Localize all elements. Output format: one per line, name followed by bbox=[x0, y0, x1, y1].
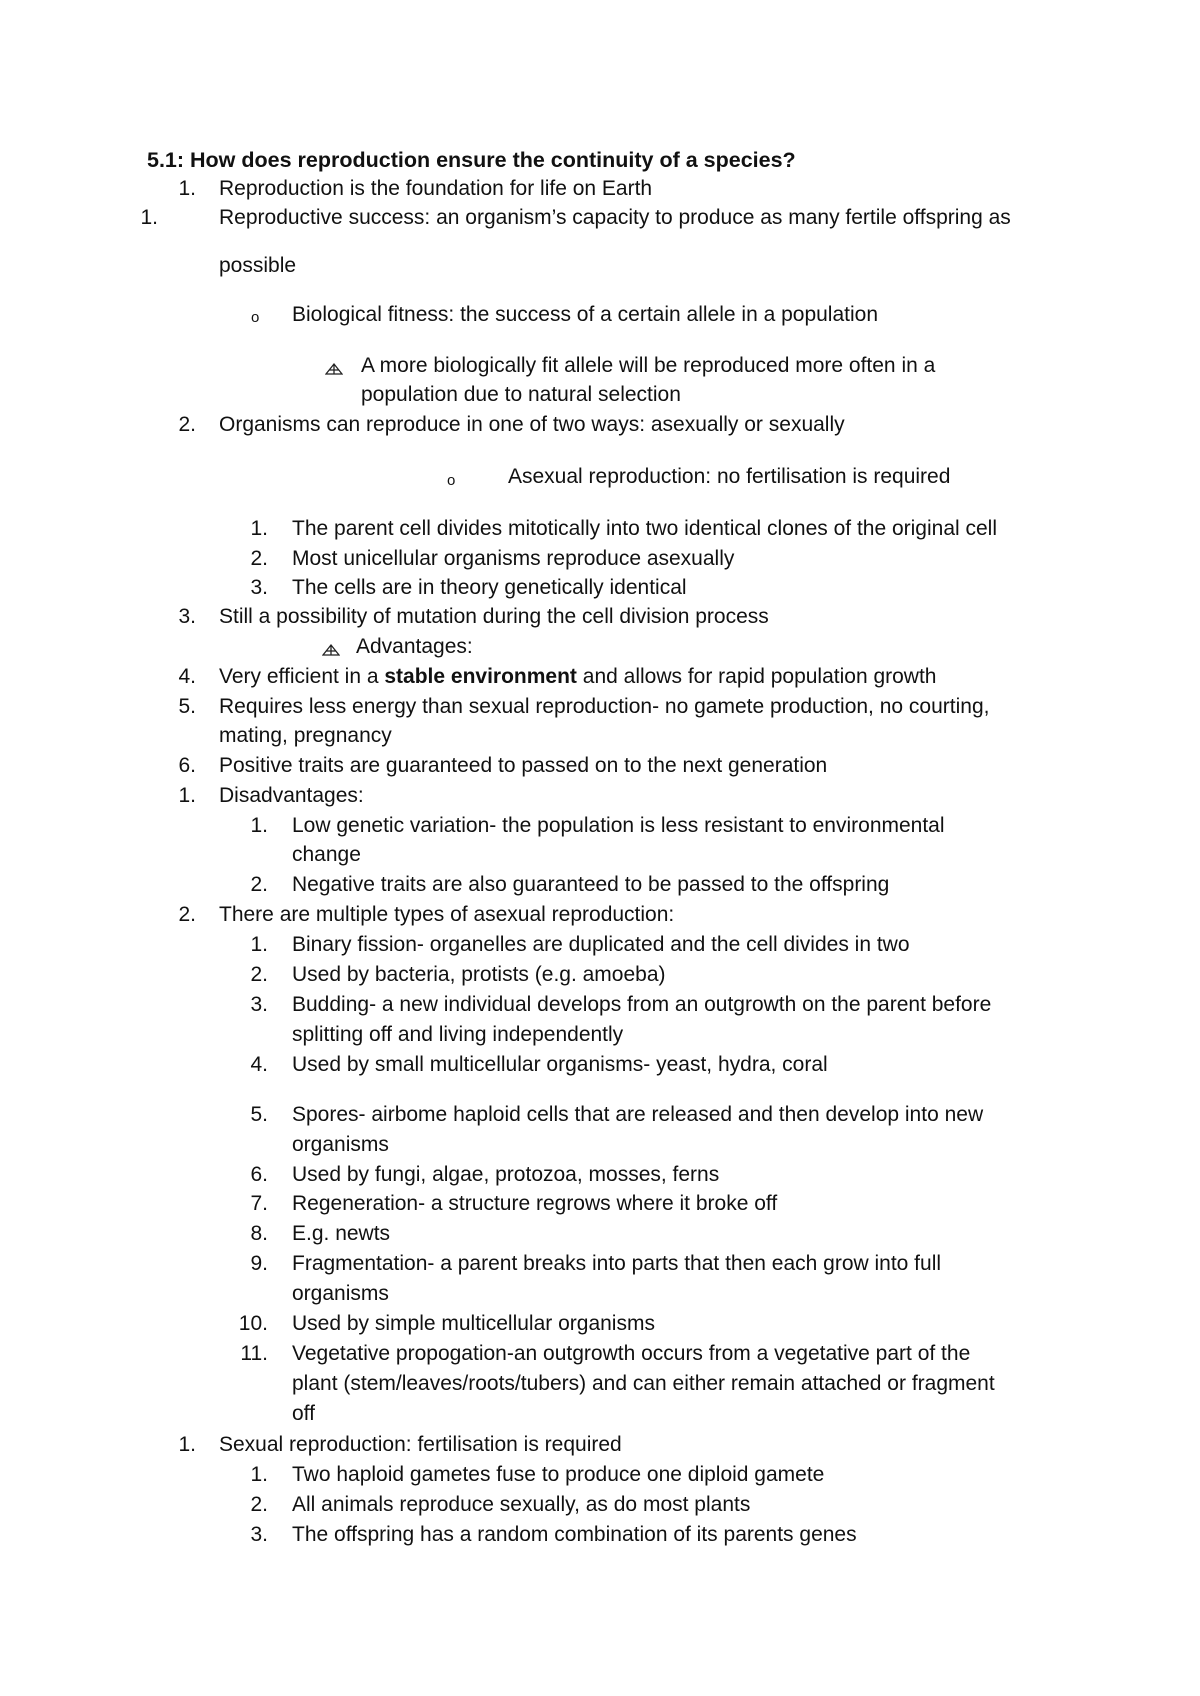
list-marker: 1. bbox=[178, 784, 196, 807]
list-marker: 8. bbox=[250, 1222, 268, 1245]
list-marker: 2. bbox=[250, 963, 268, 986]
list-marker: 10. bbox=[238, 1312, 268, 1335]
list-item-continuation: off bbox=[292, 1402, 315, 1425]
list-marker: 4. bbox=[250, 1053, 268, 1076]
list-item-continuation: splitting off and living independently bbox=[292, 1023, 624, 1046]
bullet-circle: o bbox=[251, 309, 260, 326]
list-item-continuation: plant (stem/leaves/roots/tubers) and can either remain attached or fragment bbox=[292, 1372, 995, 1395]
list-item: All animals reproduce sexually, as do most plants bbox=[292, 1493, 751, 1516]
list-item: Negative traits are also guaranteed to be passed to the offspring bbox=[292, 873, 890, 896]
list-marker: 7. bbox=[250, 1192, 268, 1215]
list-item: Most unicellular organisms reproduce asexually bbox=[292, 547, 735, 570]
list-marker: 11. bbox=[240, 1342, 268, 1365]
page-title: 5.1: How does reproduction ensure the continuity of a species? bbox=[147, 148, 796, 172]
list-item: Used by simple multicellular organisms bbox=[292, 1312, 655, 1335]
list-item: Requires less energy than sexual reproduction- no gamete production, no courting, bbox=[219, 695, 990, 718]
list-marker: 2. bbox=[178, 903, 196, 926]
list-item: A more biologically fit allele will be reproduced more often in a bbox=[361, 354, 936, 377]
list-item: Used by fungi, algae, protozoa, mosses, ferns bbox=[292, 1163, 720, 1186]
list-item-continuation: possible bbox=[219, 254, 297, 277]
list-marker: 6. bbox=[250, 1163, 268, 1186]
list-item: The parent cell divides mitotically into two identical clones of the original cell bbox=[292, 517, 998, 540]
list-marker: 4. bbox=[178, 665, 196, 688]
list-item: Binary fission- organelles are duplicated and the cell divides in two bbox=[292, 933, 910, 956]
list-item: The offspring has a random combination of its parents genes bbox=[292, 1523, 857, 1546]
list-item-continuation: population due to natural selection bbox=[361, 383, 681, 406]
list-marker: 1. bbox=[178, 177, 196, 200]
list-item: Still a possibility of mutation during the cell division process bbox=[219, 605, 769, 628]
list-item: Positive traits are guaranteed to passed on to the next generation bbox=[219, 754, 828, 777]
list-item: Biological fitness: the success of a certain allele in a population bbox=[292, 303, 879, 326]
list-item: Very efficient in a stable environment and allows for rapid population growth bbox=[219, 665, 937, 688]
list-marker: 1. bbox=[250, 814, 268, 837]
list-item-continuation: organisms bbox=[292, 1282, 389, 1305]
list-item: Reproduction is the foundation for life on Earth bbox=[219, 177, 653, 200]
list-marker: 2. bbox=[250, 1493, 268, 1516]
list-item: Vegetative propogation-an outgrowth occurs from a vegetative part of the bbox=[292, 1342, 971, 1365]
list-item: There are multiple types of asexual reproduction: bbox=[219, 903, 675, 926]
list-item: The cells are in theory genetically identical bbox=[292, 576, 687, 599]
list-item: Spores- airbome haploid cells that are released and then develop into new bbox=[292, 1103, 984, 1126]
list-marker: 3. bbox=[250, 993, 268, 1016]
list-item: Fragmentation- a parent breaks into parts that then each grow into full bbox=[292, 1252, 942, 1275]
list-marker: 5. bbox=[250, 1103, 268, 1126]
list-marker: 3. bbox=[250, 576, 268, 599]
list-marker: 2. bbox=[250, 547, 268, 570]
wingdings-bullet-icon bbox=[322, 639, 340, 653]
list-item: Used by bacteria, protists (e.g. amoeba) bbox=[292, 963, 666, 986]
list-marker: 1. bbox=[250, 1463, 268, 1486]
list-marker: 1. bbox=[250, 933, 268, 956]
list-item: Two haploid gametes fuse to produce one diploid gamete bbox=[292, 1463, 825, 1486]
list-marker: 3. bbox=[250, 1523, 268, 1546]
list-item: Disadvantages: bbox=[219, 784, 364, 807]
list-item: Budding- a new individual develops from an outgrowth on the parent before bbox=[292, 993, 992, 1016]
list-marker: 5. bbox=[178, 695, 196, 718]
list-item-continuation: mating, pregnancy bbox=[219, 724, 392, 747]
list-item: Asexual reproduction: no fertilisation is required bbox=[508, 465, 951, 488]
list-marker: 3. bbox=[178, 605, 196, 628]
list-item: Reproductive success: an organism’s capacity to produce as many fertile offspring as bbox=[219, 206, 1011, 229]
list-marker: 2. bbox=[250, 873, 268, 896]
list-item-continuation: change bbox=[292, 843, 361, 866]
list-item-continuation: organisms bbox=[292, 1133, 389, 1156]
list-marker: 6. bbox=[178, 754, 196, 777]
list-marker: 9. bbox=[250, 1252, 268, 1275]
list-marker: 1. bbox=[140, 206, 158, 229]
list-item: Regeneration- a structure regrows where it broke off bbox=[292, 1192, 778, 1215]
list-item: Low genetic variation- the population is less resistant to environmental bbox=[292, 814, 945, 837]
list-item: Organisms can reproduce in one of two ways: asexually or sexually bbox=[219, 413, 845, 436]
list-marker: 1. bbox=[250, 517, 268, 540]
wingdings-bullet-icon bbox=[325, 358, 343, 372]
bullet-circle: o bbox=[447, 472, 456, 489]
list-item: E.g. newts bbox=[292, 1222, 391, 1245]
emphasis-text: stable environment bbox=[384, 665, 577, 688]
list-item: Sexual reproduction: fertilisation is required bbox=[219, 1433, 622, 1456]
list-item: Advantages: bbox=[356, 635, 473, 658]
list-marker: 1. bbox=[178, 1433, 196, 1456]
list-item: Used by small multicellular organisms- yeast, hydra, coral bbox=[292, 1053, 828, 1076]
list-marker: 2. bbox=[178, 413, 196, 436]
